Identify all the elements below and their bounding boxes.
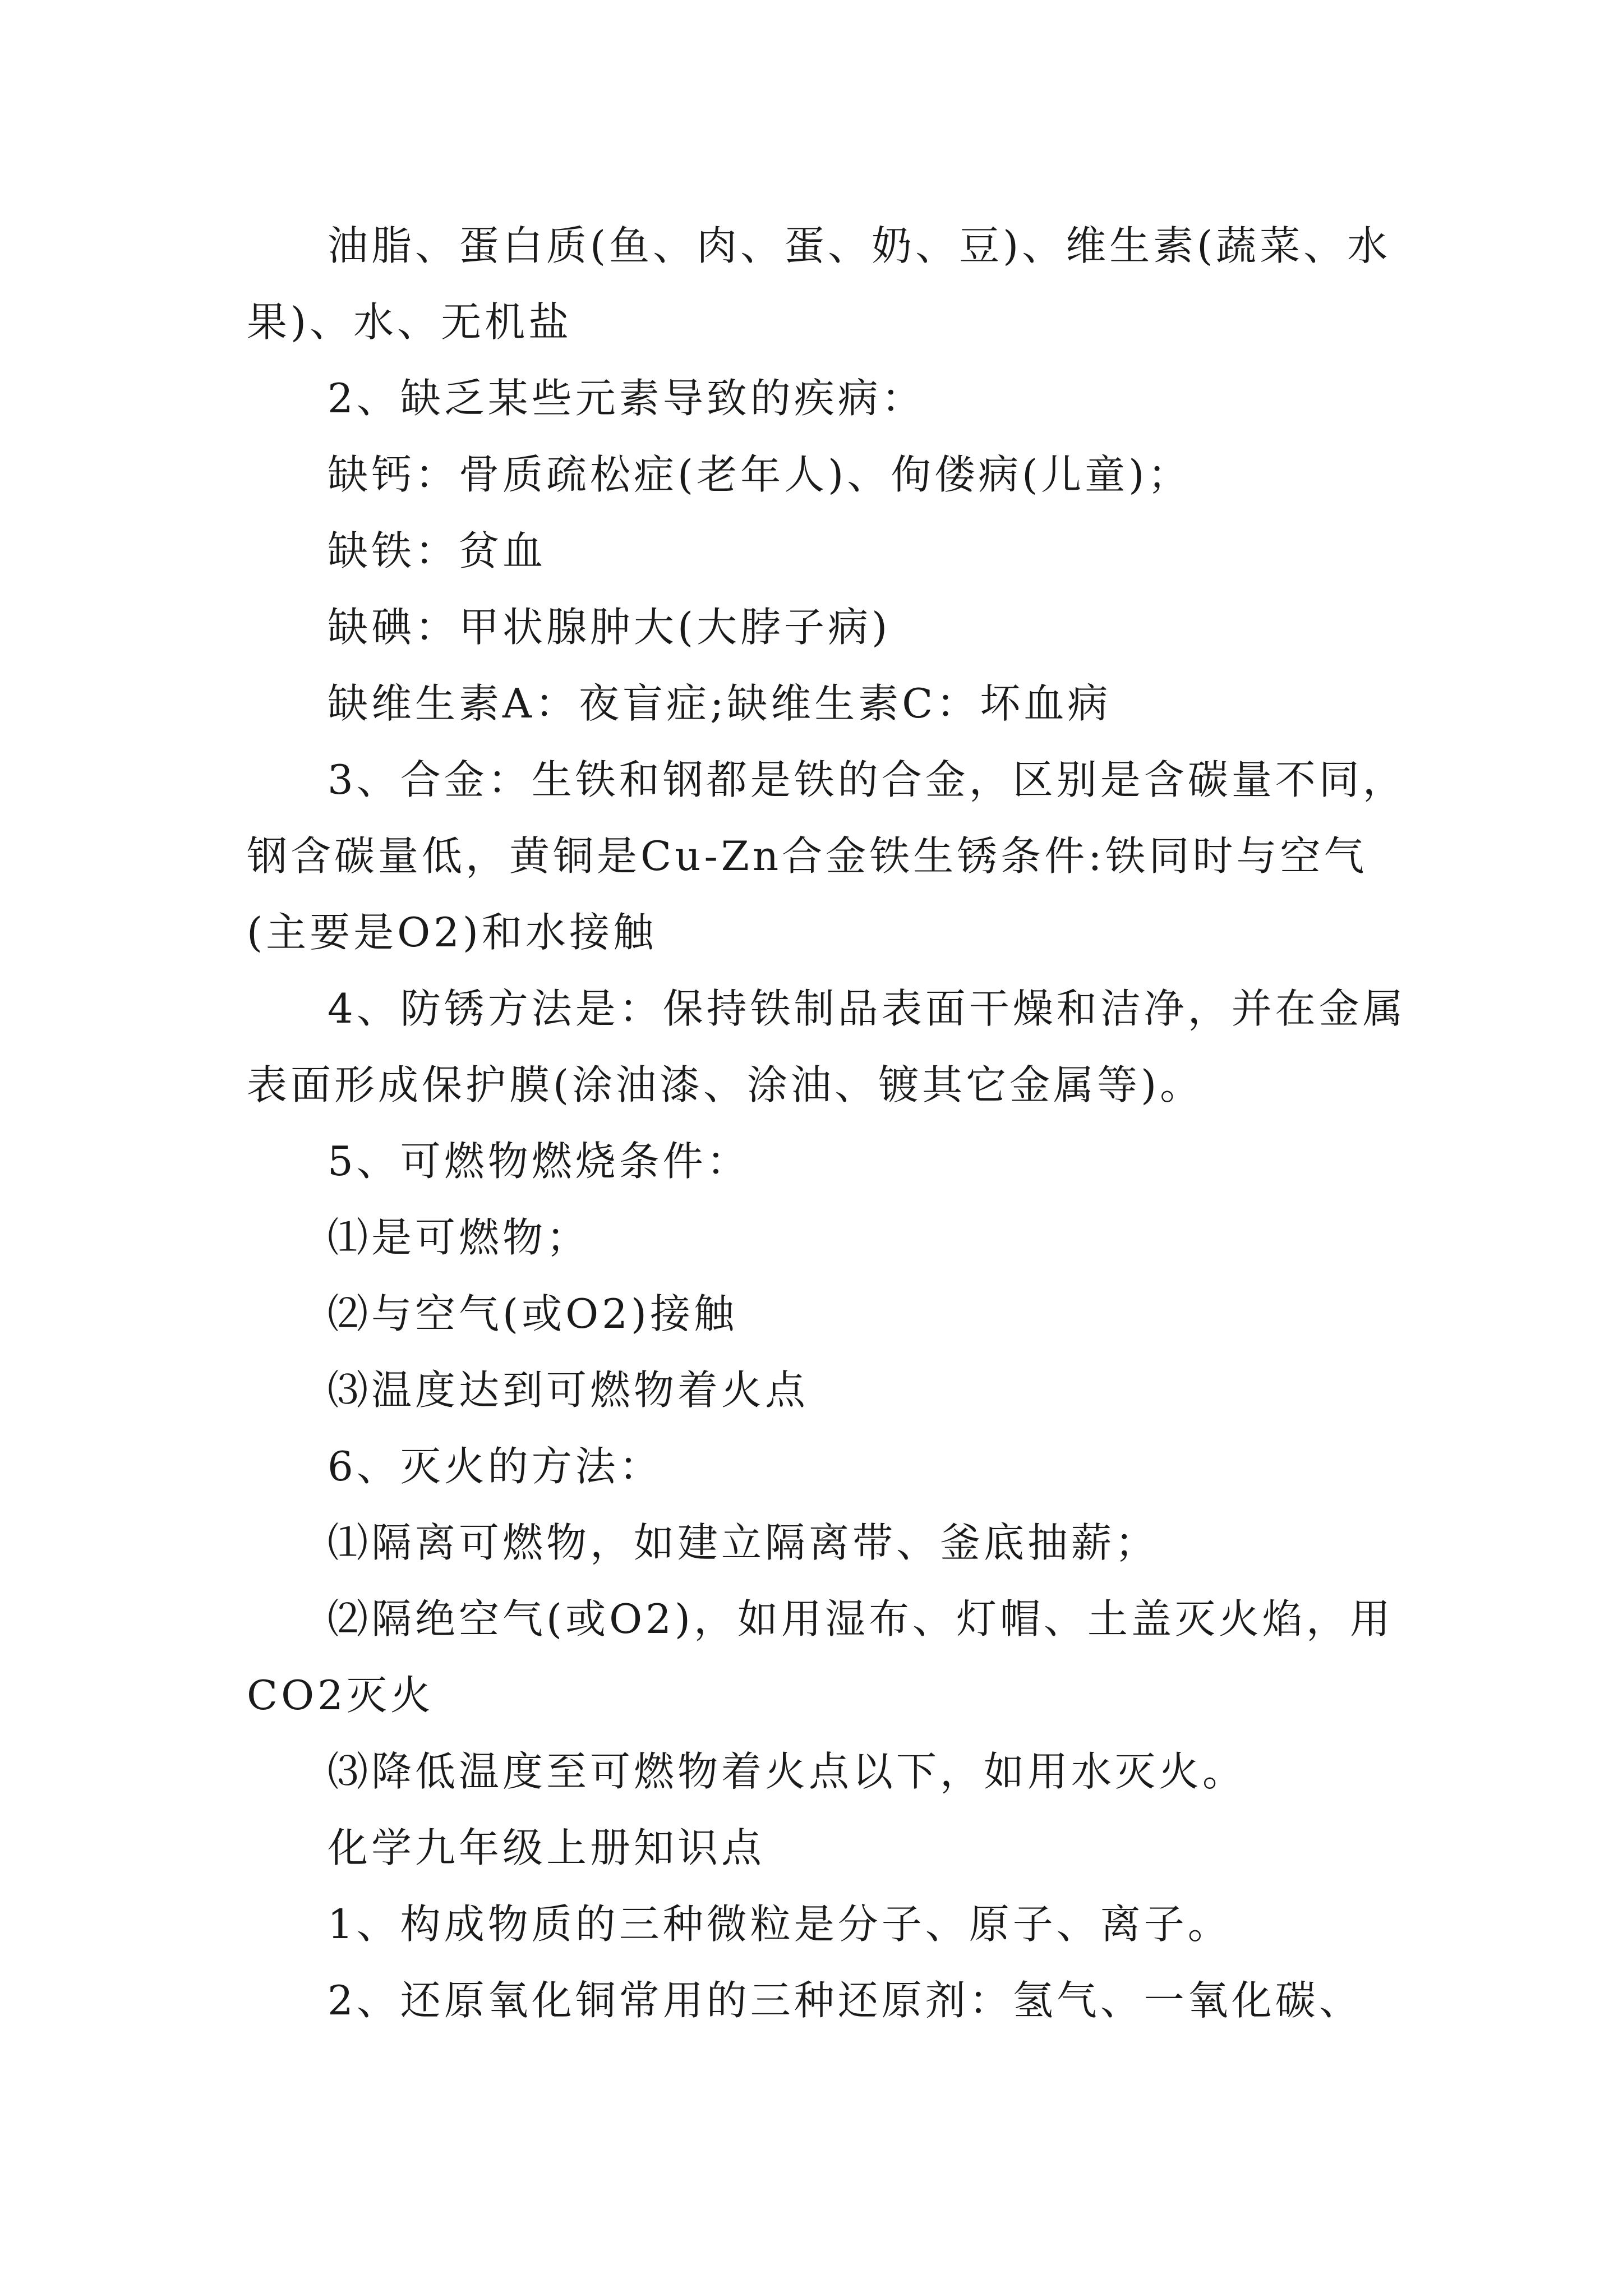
paragraph-iodine: 缺碘：甲状腺肿大(大脖子病) [328, 604, 891, 651]
paragraph-reducing-agents: 2、还原氧化铜常用的三种还原剂：氢气、一氧化碳、 [328, 1977, 1363, 2024]
paragraph-combustion-1: ⑴是可燃物； [328, 1214, 591, 1261]
paragraph-extinguish-3: ⑶降低温度至可燃物着火点以下，如用水灭火。 [328, 1748, 1247, 1795]
paragraph-combustion-heading: 5、可燃物燃烧条件： [328, 1138, 750, 1185]
paragraph-nutrients: 油脂、蛋白质(鱼、肉、蛋、奶、豆)、维生素(蔬菜、水果)、水、无机盐 [247, 222, 1391, 346]
paragraph-iron: 缺铁：贫血 [328, 527, 547, 574]
paragraph-rust-prevention: 4、防锈方法是：保持铁制品表面干燥和洁净，并在金属表面形成保护膜(涂油漆、涂油、镀其它金属等)。 [247, 985, 1407, 1108]
paragraph-deficiency-heading: 2、缺乏某些元素导致的疾病： [328, 375, 925, 422]
paragraph-extinguish-2: ⑵隔绝空气(或O2)，如用湿布、灯帽、土盖灭火焰，用CO2灭火 [247, 1595, 1394, 1719]
paragraph-vitamins: 缺维生素A：夜盲症;缺维生素C：坏血病 [328, 680, 1112, 727]
paragraph-calcium: 缺钙：骨质疏松症(老年人)、佝偻病(儿童)； [328, 451, 1192, 498]
paragraph-extinguish-1: ⑴隔离可燃物，如建立隔离带、釜底抽薪； [328, 1519, 1159, 1566]
section-title: 化学九年级上册知识点 [328, 1824, 766, 1871]
paragraph-extinguish-heading: 6、灭火的方法： [328, 1443, 663, 1490]
paragraph-particles: 1、构成物质的三种微粒是分子、原子、离子。 [328, 1901, 1232, 1948]
paragraph-alloy: 3、合金：生铁和钢都是铁的合金，区别是含碳量不同，钢含碳量低，黄铜是Cu-Zn合金铁生锈条件:铁同时与空气(主要是O2)和水接触 [247, 756, 1407, 956]
paragraph-combustion-3: ⑶温度达到可燃物着火点 [328, 1366, 809, 1414]
paragraph-combustion-2: ⑵与空气(或O2)接触 [328, 1290, 738, 1337]
document-body [247, 208, 1413, 2039]
